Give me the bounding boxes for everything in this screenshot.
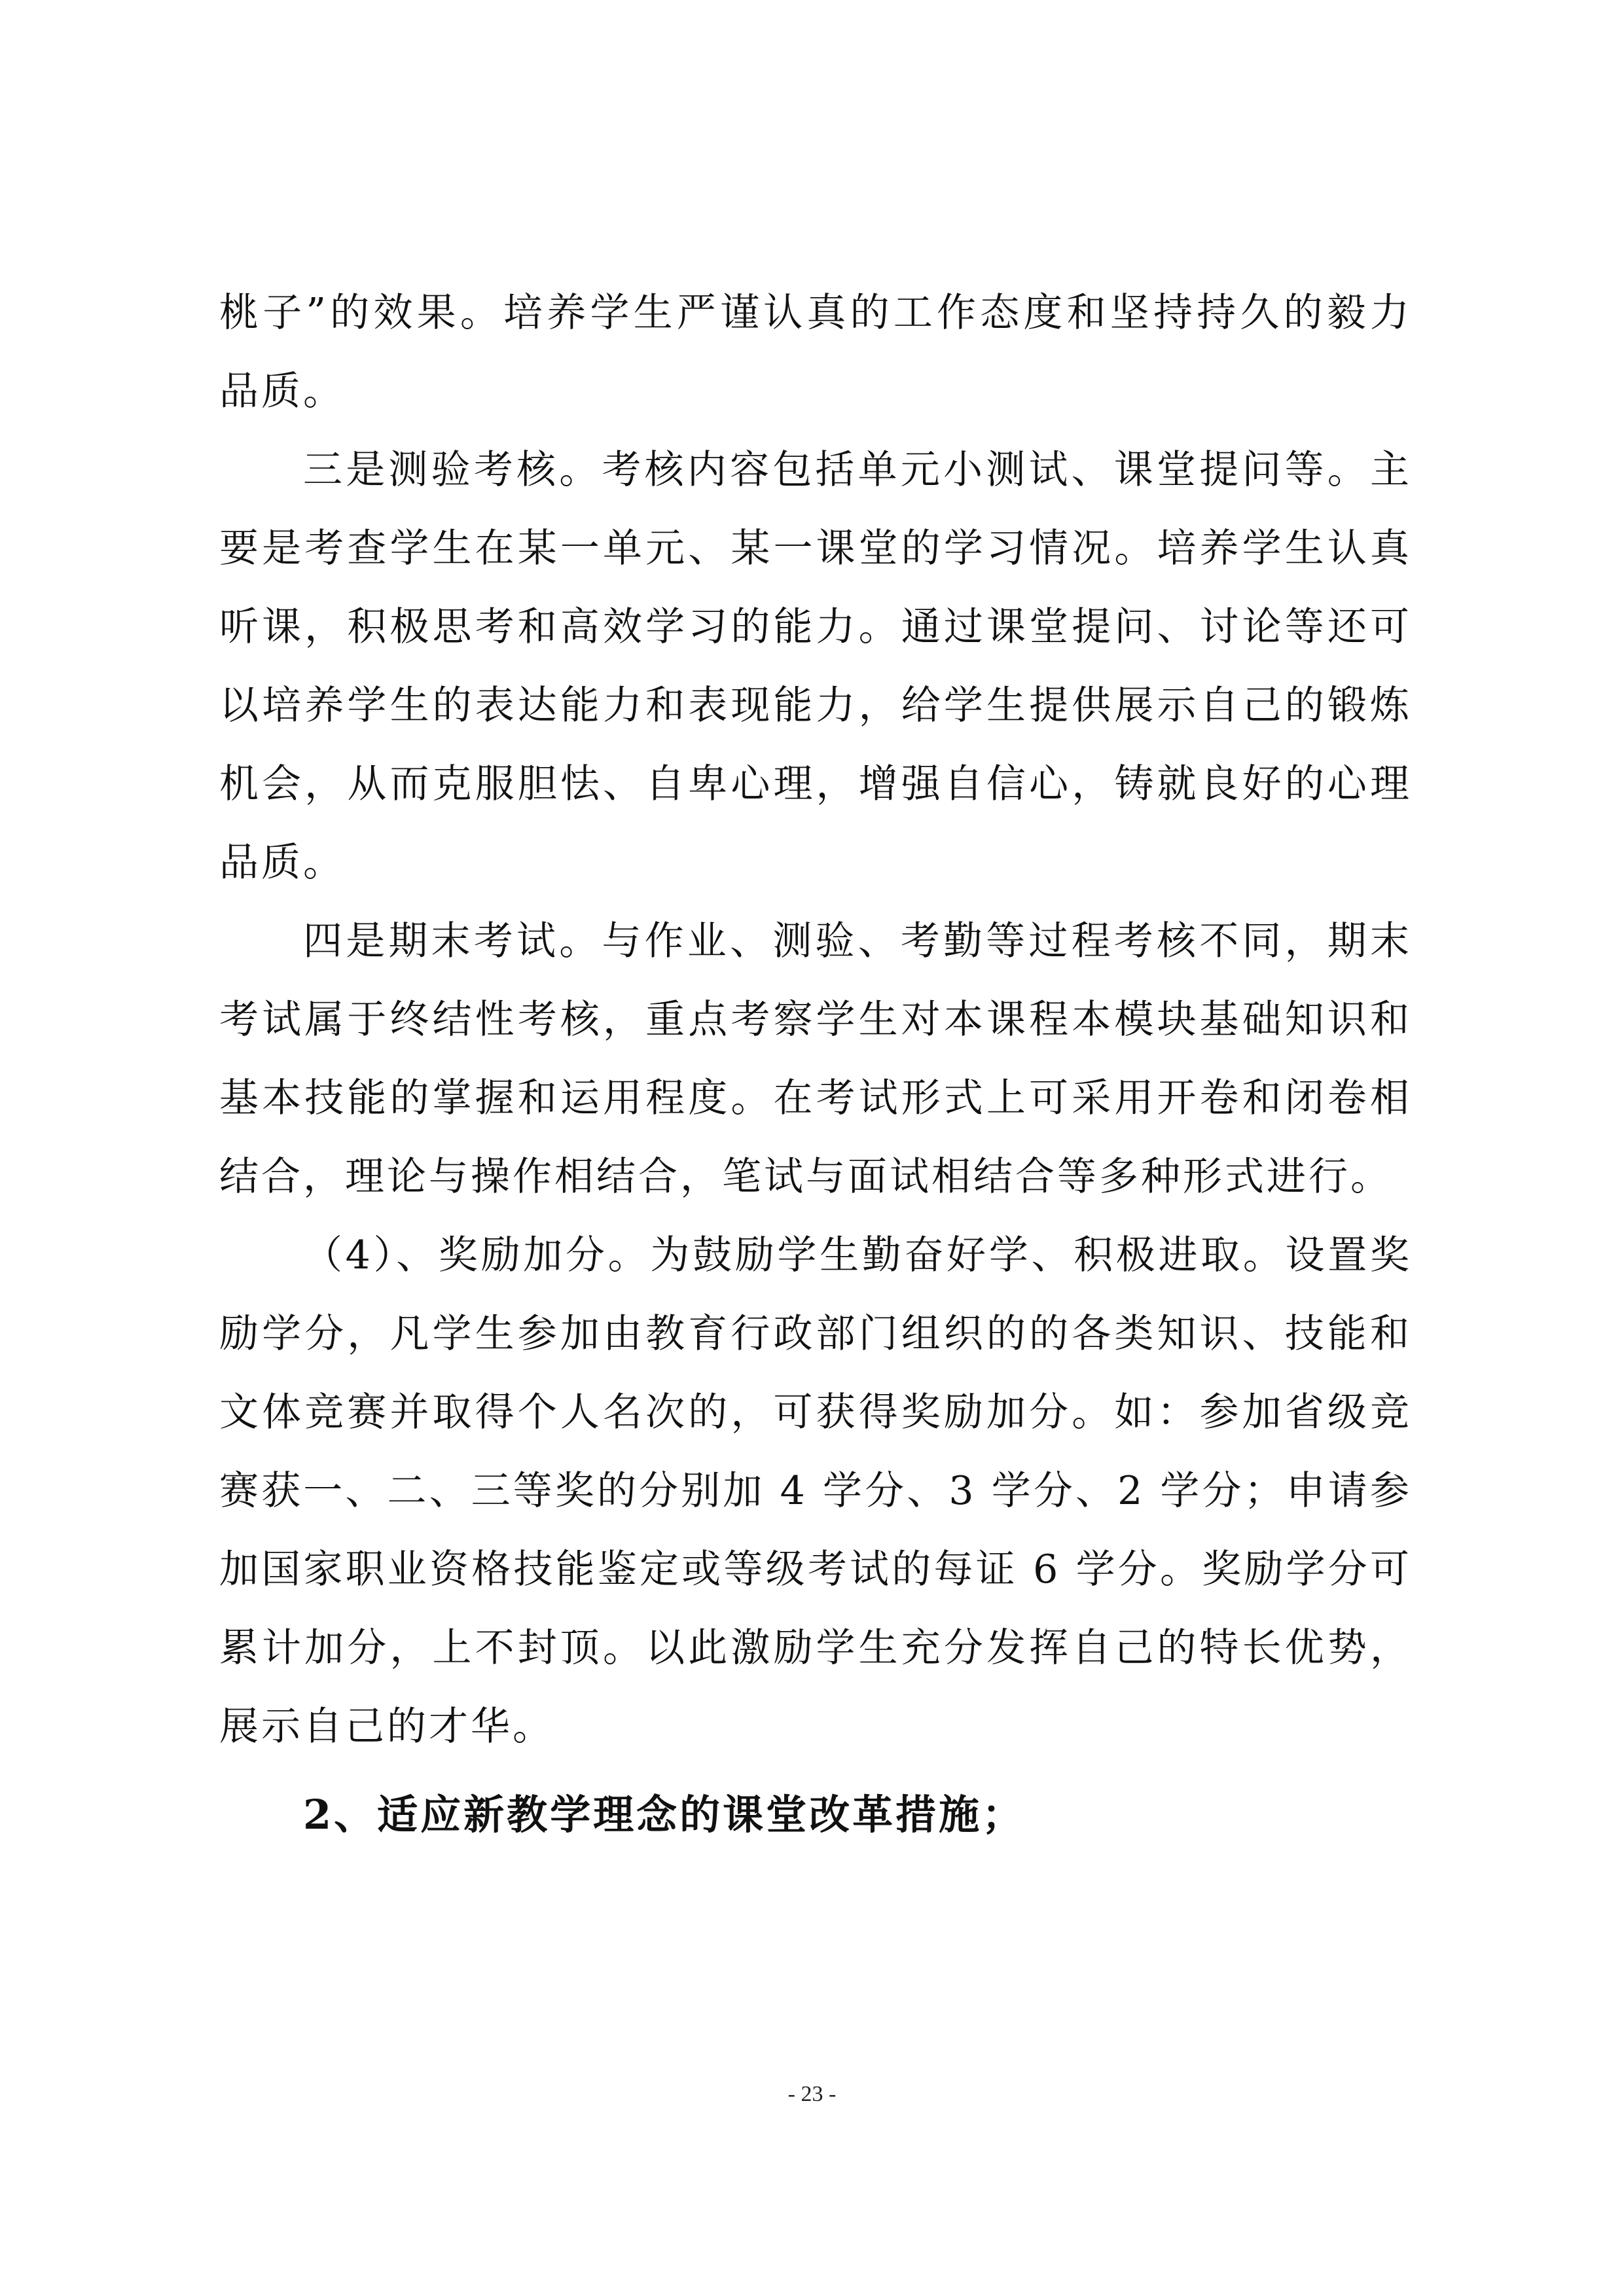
paragraph-final-exam: 四是期末考试。与作业、测验、考勤等过程考核不同，期末考试属于终结性考核，重点考察学生对本课程本模块基础知识和基本技能的掌握和运用程度。在考试形式上可采用开卷和闭卷相结合，理论与操作相结合，笔试与面试相结合等多种形式进行。 (219, 918, 1412, 1200)
paragraph-continuation: 桃子”的效果。培养学生严谨认真的工作态度和坚持持久的毅力品质。 (219, 290, 1412, 414)
document-body (219, 274, 1412, 1857)
page-number: - 23 - (787, 2082, 837, 2106)
paragraph-quiz-assessment: 三是测验考核。考核内容包括单元小测试、课堂提问等。主要是考查学生在某一单元、某一课堂的学习情况。培养学生认真听课，积极思考和高效学习的能力。通过课堂提问、讨论等还可以培养学生的表达能力和表现能力，给学生提供展示自己的锻炼机会，从而克服胆怯、自卑心理，增强自信心，铸就良好的心理品质。 (219, 447, 1412, 886)
paragraph-bonus-points: （4）、奖励加分。为鼓励学生勤奋好学、积极进取。设置奖励学分，凡学生参加由教育行政部门组织的的各类知识、技能和文体竞赛并取得个人名次的，可获得奖励加分。如：参加省级竞赛获一、二、三等奖的分别加 4 学分、3 学分、2 学分；申请参加国家职业资格技能鉴定或等级考试的每证 6 学分。奖励学分可累计加分，上不封顶。以此激励学生充分发挥自己的特长优势，展示自己的才华。 (219, 1232, 1412, 1749)
section-heading: 2、适应新教学理念的课堂改革措施； (303, 1791, 1026, 1839)
